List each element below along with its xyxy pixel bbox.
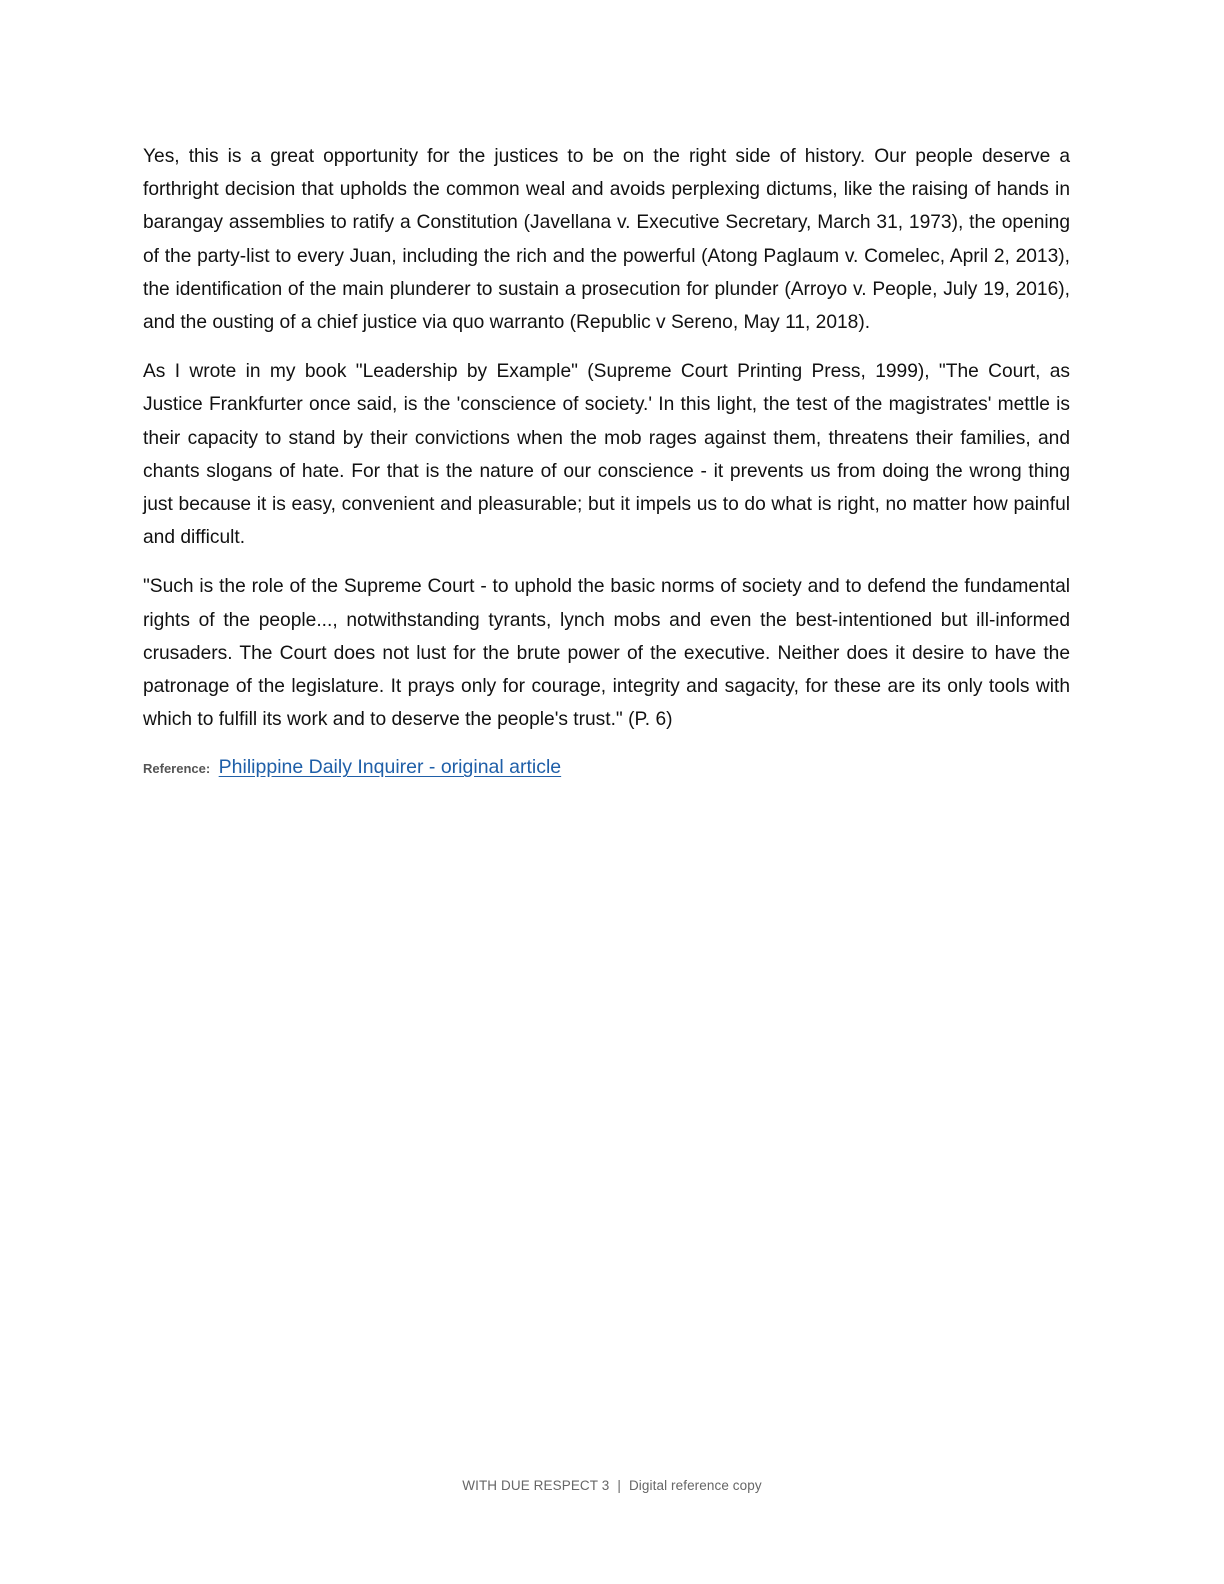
- footer-note: Digital reference copy: [628, 1478, 762, 1493]
- footer-title: WITH DUE RESPECT 3: [462, 1478, 610, 1493]
- article-body: [143, 140, 1070, 784]
- paragraph-2: As I wrote in my book "Leadership by Example" (Supreme Court Printing Press, 1999), "The Court, as Justice Frankfurter once said, is the 'conscience of society.' In this light, the test of the magistrates' mettle is their capacity to stand by their convictions when the mob rages against them, threatens their families, and chants slogans of hate. For that is the nature of our conscience - it prevents us from doing the wrong thing just because it is easy, convenient and pleasurable; but it impels us to do what is right, no matter how painful and difficult.: [143, 361, 1070, 549]
- reference-label: Reference:: [143, 761, 211, 777]
- footer-separator: |: [617, 1478, 621, 1493]
- reference-link[interactable]: Philippine Daily Inquirer - original article: [218, 756, 562, 779]
- paragraph-1: Yes, this is a great opportunity for the justices to be on the right side of history. Our people deserve a forthright decision that upholds the common weal and avoids perplexing dictums, like the raising of hands in barangay assemblies to ratify a Constitution (Javellana v. Executive Secretary, March 31, 1973), the opening of the party-list to every Juan, including the rich and the powerful (Atong Paglaum v. Comelec, April 2, 2013), the identification of the main plunderer to sustain a prosecution for plunder (Arroyo v. People, July 19, 2016), and the ousting of a chief justice via quo warranto (Republic v Sereno, May 11, 2018).: [143, 146, 1070, 334]
- page-footer: [0, 1478, 1224, 1493]
- paragraph-3: "Such is the role of the Supreme Court - to uphold the basic norms of society and to defend the fundamental rights of the people..., notwithstanding tyrants, lynch mobs and even the best-intentioned but ill-informed crusaders. The Court does not lust for the brute power of the executive. Neither does it desire to have the patronage of the legislature. It prays only for courage, integrity and sagacity, for these are its only tools with which to fulfill its work and to deserve the people's trust." (P. 6): [143, 576, 1070, 731]
- reference-line: [143, 752, 1070, 784]
